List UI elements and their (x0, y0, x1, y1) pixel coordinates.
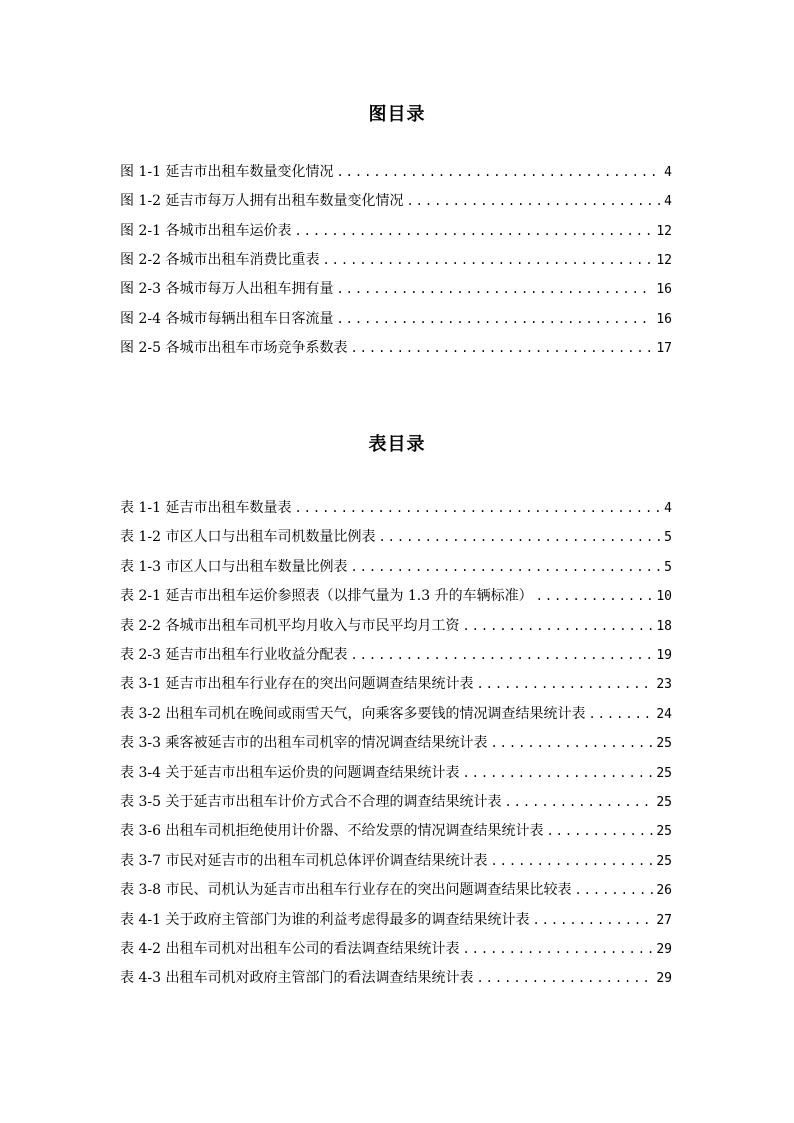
toc-entry-label: 图 2-4 各城市每辆出租车日客流量 (120, 310, 334, 327)
toc-entry-page: 4 (664, 194, 672, 210)
toc-entry-label: 表 2-1 延吉市出租车运价参照表（以排气量为 1.3 升的车辆标准） (120, 588, 533, 605)
toc-dot-leader (336, 162, 661, 182)
toc-dot-leader (588, 704, 653, 724)
toc-entry[interactable] (120, 586, 672, 606)
toc-entry-page: 12 (656, 252, 672, 268)
toc-entry-label: 表 1-1 延吉市出租车数量表 (120, 500, 292, 516)
toc-entry[interactable] (120, 792, 672, 812)
toc-dot-leader (462, 939, 653, 959)
toc-dot-leader (350, 557, 661, 577)
toc-entry-page: 23 (656, 677, 672, 693)
toc-dot-leader (532, 910, 653, 930)
toc-entry-label: 图 1-2 延吉市每万人拥有出租车数量变化情况 (120, 193, 404, 210)
toc-entry[interactable] (120, 279, 672, 299)
toc-entry-page: 27 (656, 912, 672, 928)
toc-entry-label: 表 2-3 延吉市出租车行业收益分配表 (120, 647, 348, 663)
toc-entry-label: 图 2-5 各城市出租车市场竞争系数表 (120, 339, 348, 356)
toc-entry[interactable] (120, 616, 672, 636)
toc-entry-page: 25 (656, 853, 672, 869)
toc-dot-leader (476, 674, 653, 694)
toc-entry-label: 表 3-2 出租车司机在晚间或雨雪天气，向乘客多要钱的情况调查结果统计表 (120, 705, 586, 722)
toc-entry[interactable] (120, 821, 672, 841)
toc-dot-leader (546, 821, 653, 841)
toc-dot-leader (462, 763, 653, 783)
toc-dot-leader (490, 733, 653, 753)
toc-dot-leader (476, 968, 653, 988)
toc-entry-page: 25 (656, 736, 672, 752)
toc-entry-page: 16 (656, 282, 672, 298)
toc-entry-label: 表 3-1 延吉市出租车行业存在的突出问题调查结果统计表 (120, 676, 474, 693)
toc-entry[interactable] (120, 191, 672, 211)
toc-entry[interactable] (120, 674, 672, 694)
toc-entry[interactable] (120, 645, 672, 665)
toc-entry-page: 29 (656, 942, 672, 957)
toc-entry-label: 图 2-1 各城市出租车运价表 (120, 222, 292, 239)
toc-entry-page: 18 (656, 618, 672, 634)
toc-entry-label: 表 3-8 市民、司机认为延吉市出租车行业存在的突出问题调查结果比较表 (120, 882, 572, 899)
tables-toc-title: 表目录 (368, 434, 426, 455)
toc-entry-label: 表 4-3 出租车司机对政府主管部门的看法调查结果统计表 (120, 970, 474, 987)
toc-entry[interactable] (120, 527, 672, 547)
toc-entry[interactable] (120, 338, 672, 358)
toc-entry[interactable] (120, 968, 672, 988)
toc-dot-leader (294, 498, 661, 518)
toc-dot-leader (322, 250, 653, 270)
toc-entry-label: 图 2-3 各城市每万人出租车拥有量 (120, 281, 334, 298)
toc-dot-leader (406, 191, 661, 211)
toc-entry-page: 10 (656, 589, 672, 605)
toc-entry-label: 图 1-1 延吉市出租车数量变化情况 (120, 164, 334, 180)
toc-entry-page: 5 (664, 559, 672, 575)
toc-dot-leader (350, 338, 653, 358)
figures-toc-title: 图目录 (368, 104, 426, 125)
toc-entry[interactable] (120, 250, 672, 270)
toc-entry[interactable] (120, 851, 672, 871)
toc-entry[interactable] (120, 557, 672, 577)
toc-dot-leader (574, 880, 653, 900)
toc-entry-page: 5 (664, 530, 672, 546)
toc-dot-leader (350, 645, 653, 665)
toc-entry-label: 表 1-2 市区人口与出租车司机数量比例表 (120, 529, 376, 546)
toc-entry-label: 表 4-2 出租车司机对出租车公司的看法调查结果统计表 (120, 941, 460, 957)
toc-entry[interactable] (120, 880, 672, 900)
toc-entry-label: 表 3-4 关于延吉市出租车运价贵的问题调查结果统计表 (120, 764, 460, 781)
toc-entry[interactable] (120, 910, 672, 930)
toc-entry-page: 29 (656, 971, 672, 987)
toc-entry[interactable] (120, 939, 672, 959)
toc-entry-page: 26 (656, 883, 672, 899)
toc-entry-page: 24 (656, 706, 672, 722)
toc-entry-page: 25 (656, 795, 672, 810)
toc-entry-page: 4 (664, 501, 672, 516)
toc-entry[interactable] (120, 221, 672, 241)
toc-entry-page: 19 (656, 648, 672, 663)
toc-entry-page: 25 (656, 824, 672, 840)
toc-entry[interactable] (120, 733, 672, 753)
toc-entry-page: 16 (656, 311, 672, 327)
toc-entry-label: 表 3-3 乘客被延吉市的出租车司机宰的情况调查结果统计表 (120, 735, 488, 752)
toc-entry[interactable] (120, 162, 672, 182)
toc-entry-page: 25 (656, 765, 672, 781)
toc-entry-label: 表 2-2 各城市出租车司机平均月收入与市民平均月工资 (120, 617, 460, 634)
toc-dot-leader (462, 616, 653, 636)
toc-entry[interactable] (120, 704, 672, 724)
toc-entry-label: 表 3-7 市民对延吉市的出租车司机总体评价调查结果统计表 (120, 852, 488, 869)
toc-entry-page: 12 (656, 223, 672, 239)
toc-entry-label: 表 3-5 关于延吉市出租车计价方式合不合理的调查结果统计表 (120, 794, 502, 810)
toc-entry-label: 表 3-6 出租车司机拒绝使用计价器、不给发票的情况调查结果统计表 (120, 823, 544, 840)
toc-dot-leader (336, 279, 653, 299)
toc-dot-leader (294, 221, 653, 241)
toc-entry-page: 17 (656, 340, 672, 356)
toc-entry-page: 4 (664, 165, 672, 180)
toc-entry-label: 图 2-2 各城市出租车消费比重表 (120, 251, 320, 268)
toc-dot-leader (504, 792, 653, 812)
toc-entry-label: 表 4-1 关于政府主管部门为谁的利益考虑得最多的调查结果统计表 (120, 911, 530, 928)
toc-dot-leader (336, 309, 653, 329)
toc-dot-leader (536, 586, 654, 606)
toc-dot-leader (378, 527, 661, 547)
toc-entry[interactable] (120, 498, 672, 518)
toc-entry-label: 表 1-3 市区人口与出租车数量比例表 (120, 558, 348, 575)
toc-dot-leader (490, 851, 653, 871)
toc-entry[interactable] (120, 763, 672, 783)
toc-entry[interactable] (120, 309, 672, 329)
